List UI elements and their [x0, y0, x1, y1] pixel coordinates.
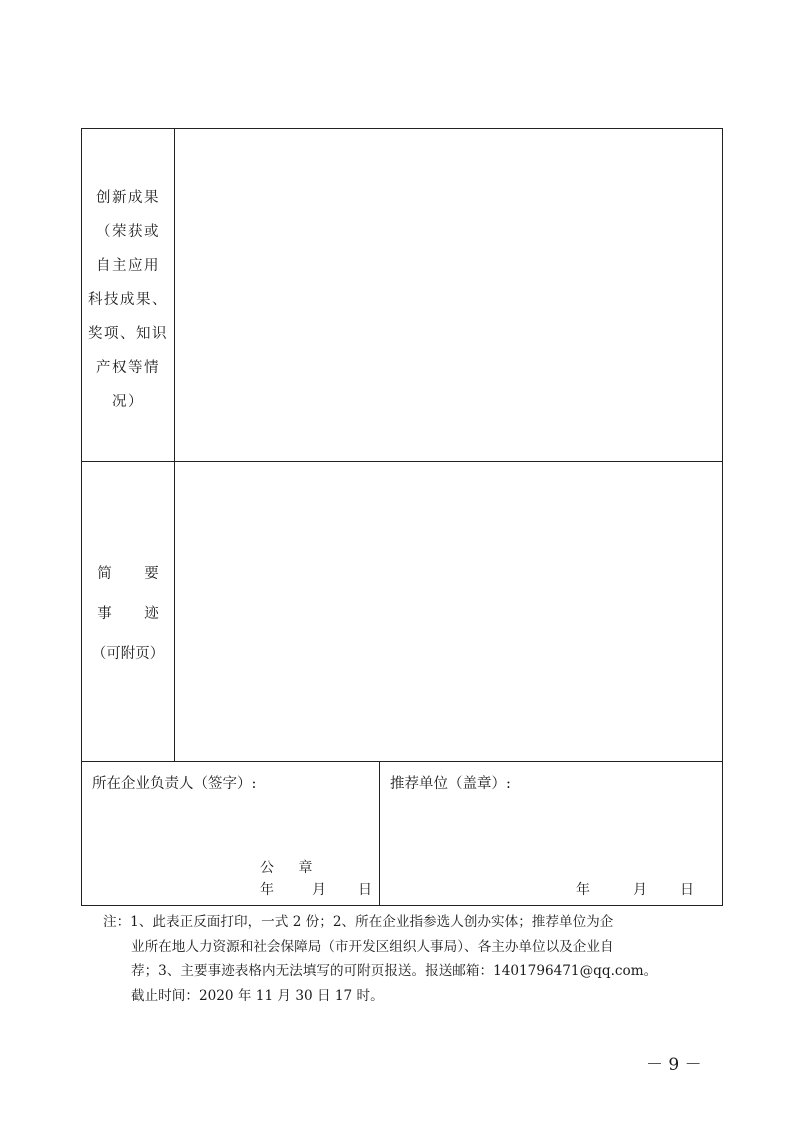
innovation-achievements-input-cell[interactable]: [175, 129, 722, 461]
summary-label-cell: [82, 462, 175, 761]
label-line: 创新成果: [96, 190, 160, 206]
label-line: 奖项、知识: [88, 326, 168, 342]
footnote-line: 荐；3、主要事迹表格内无法填写的可附页报送。报送邮箱：1401796471@qq.com。: [131, 963, 658, 979]
footnote-line: 业所在地人力资源和社会保障局（市开发区组织人事局）、各主办单位以及企业自: [131, 938, 614, 955]
footnote: [103, 910, 703, 1008]
recommender-seal-title: 推荐单位（盖章）:: [390, 776, 511, 792]
label-line: （可附页）: [91, 646, 165, 662]
summary-row: [82, 462, 722, 762]
label-line: 科技成果、: [88, 292, 168, 308]
page-number: － 9 －: [646, 1055, 702, 1075]
label-line: 事 迹: [97, 606, 173, 622]
recommender-seal-cell[interactable]: [380, 762, 722, 905]
label-line: 况）: [112, 394, 144, 410]
official-seal-label: 公 章: [260, 860, 323, 876]
label-line: 产权等情: [96, 360, 160, 376]
innovation-achievements-row: [82, 129, 722, 462]
enterprise-signature-title: 所在企业负责人（签字）:: [92, 776, 257, 792]
date-day-label: 日: [680, 882, 694, 898]
signature-row: [82, 762, 722, 905]
footnote-line: 截止时间：2020 年 11 月 30 日 17 时。: [131, 987, 384, 1004]
summary-label: [82, 554, 174, 674]
innovation-achievements-label: [82, 181, 174, 419]
enterprise-signature-cell[interactable]: [82, 762, 380, 905]
footnote-line: 注：1、此表正反面打印，一式 2 份；2、所在企业指参选人创办实体；推荐单位为企: [103, 914, 614, 930]
date-month-label: 月: [312, 882, 326, 898]
date-month-label: 月: [633, 882, 647, 898]
label-line: 简 要: [97, 566, 173, 582]
date-day-label: 日: [358, 882, 372, 898]
application-form-table: [81, 128, 723, 906]
label-line: （荣获或: [96, 224, 160, 240]
label-line: 自主应用: [96, 258, 160, 274]
date-year-label: 年: [260, 882, 274, 898]
summary-input-cell[interactable]: [175, 462, 722, 761]
date-year-label: 年: [576, 882, 590, 898]
innovation-achievements-label-cell: [82, 129, 175, 461]
